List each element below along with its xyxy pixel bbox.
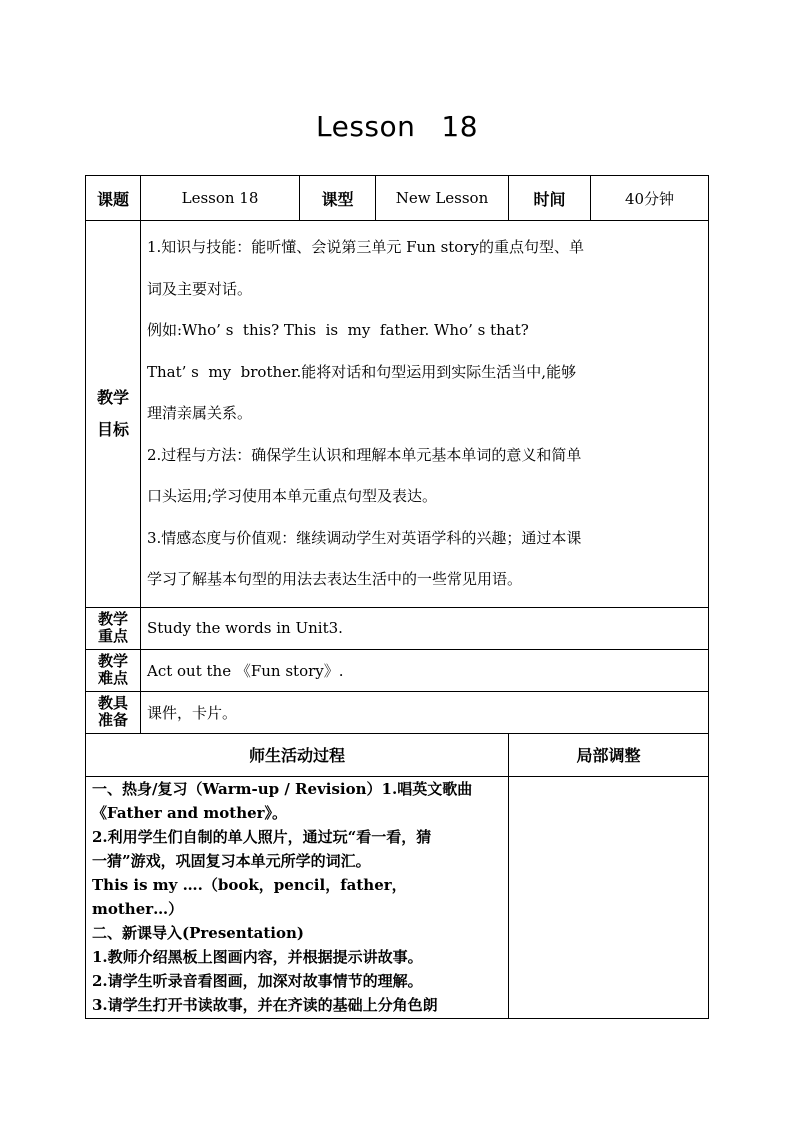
process-line: 3.请学生打开书读故事，并在齐读的基础上分角色朗 xyxy=(92,995,438,1014)
process-content xyxy=(86,776,509,1018)
key-point-value: Study the words in Unit3. xyxy=(141,607,709,649)
time-value: 40分钟 xyxy=(591,176,709,221)
title-word: Lesson xyxy=(315,110,416,143)
page-title xyxy=(0,110,794,143)
lesson-plan-table-wrapper xyxy=(85,175,708,1019)
key-point-label xyxy=(86,607,141,649)
difficulty-label-line2: 难点 xyxy=(97,669,128,687)
key-point-label-line1: 教学 xyxy=(97,610,128,628)
materials-label-line2: 准备 xyxy=(97,711,128,729)
process-line: 2.请学生听录音看图画，加深对故事情节的理解。 xyxy=(92,971,423,990)
goal-line: 例如:Who’ s this? This is my father. Who’ s that? xyxy=(147,321,529,339)
process-adjust-header: 局部调整 xyxy=(509,733,709,776)
header-row xyxy=(86,176,709,221)
process-activity-header: 师生活动过程 xyxy=(86,733,509,776)
process-adjust-cell xyxy=(509,776,709,1018)
process-line: 2.利用学生们自制的单人照片，通过玩“看一看，猜 xyxy=(92,827,432,846)
topic-value: Lesson 18 xyxy=(141,176,300,221)
difficulty-label-line1: 教学 xyxy=(97,652,128,670)
process-line: 《Father and mother》。 xyxy=(92,803,288,822)
type-label: 课型 xyxy=(300,176,376,221)
goals-content xyxy=(141,221,709,608)
process-line: 一猜”游戏，巩固复习本单元所学的词汇。 xyxy=(92,851,371,870)
process-line: 一、热身/复习（Warm-up / Revision）1.唱英文歌曲 xyxy=(92,779,473,798)
goal-line: 词及主要对话。 xyxy=(147,279,253,298)
goal-line: 1.知识与技能：能听懂、会说第三单元 Fun story的重点句型、单 xyxy=(147,238,584,256)
goals-row xyxy=(86,221,709,608)
materials-label xyxy=(86,691,141,733)
goals-label xyxy=(86,221,141,608)
materials-label-line1: 教具 xyxy=(97,694,128,712)
materials-value: 课件，卡片。 xyxy=(141,691,709,733)
topic-label: 课题 xyxy=(86,176,141,221)
process-line: 1.教师介绍黑板上图画内容，并根据提示讲故事。 xyxy=(92,947,423,966)
materials-row xyxy=(86,691,709,733)
goal-line: 口头运用;学习使用本单元重点句型及表达。 xyxy=(147,487,438,505)
goal-line: 3.情感态度与价值观：继续调动学生对英语学科的兴趣；通过本课 xyxy=(147,528,582,547)
goal-line: That’ s my brother.能将对话和句型运用到实际生活当中,能够 xyxy=(147,362,577,381)
process-line: 二、新课导入(Presentation) xyxy=(92,923,305,942)
goals-label-line2: 目标 xyxy=(96,419,129,439)
process-line: mother…） xyxy=(92,899,184,918)
process-line: This is my ….（book，pencil，father， xyxy=(92,875,407,894)
title-number: 18 xyxy=(441,110,479,143)
goals-label-line1: 教学 xyxy=(96,387,129,407)
goal-line: 2.过程与方法：确保学生认识和理解本单元基本单词的意义和简单 xyxy=(147,445,582,464)
key-point-label-line2: 重点 xyxy=(97,627,128,645)
time-label: 时间 xyxy=(509,176,591,221)
key-point-row xyxy=(86,607,709,649)
goal-line: 学习了解基本句型的用法去表达生活中的一些常见用语。 xyxy=(147,570,523,588)
process-header-row xyxy=(86,733,709,776)
lesson-plan-table xyxy=(85,175,709,1019)
goal-line: 理清亲属关系。 xyxy=(147,404,253,422)
difficulty-label xyxy=(86,649,141,691)
type-value: New Lesson xyxy=(376,176,509,221)
process-row xyxy=(86,776,709,1018)
difficulty-value: Act out the 《Fun story》. xyxy=(141,649,709,691)
difficulty-row xyxy=(86,649,709,691)
